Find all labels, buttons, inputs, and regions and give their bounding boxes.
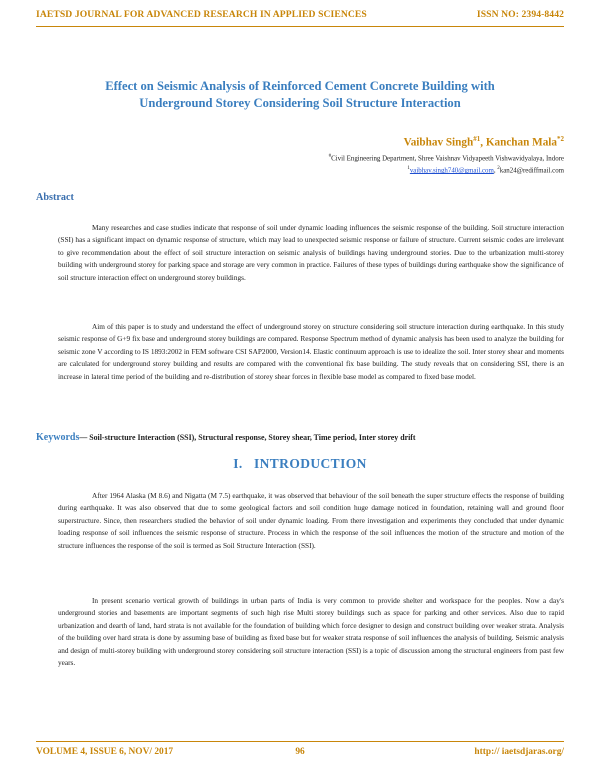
keywords [36,432,564,443]
emails [407,166,564,174]
journal-header [36,9,564,20]
author-2: Kanchan Mala [485,136,557,149]
introduction-paragraph-2: In present scenario vertical growth of buildings in urban parts of India is very common to provide shelter and workspace for the peoples. Now a day's underground stories and basements are important segments of such high rise Multi storey buildings such as space for parking and other services. Also due to rapid urbanization and dearth of land, hard strata is not available for the foundation of building which force designer to design and construct building over weaker strata. Analysis of the building over hard strata is done by assuming base of building as fixed base but for weaker strata response of soil influences the analysis of building. Seismic analysis and design of multi-storey building with underground storey considering soil structure interaction (SSI) is a topic of discussion among the structural engineers from past few years. [58,596,564,668]
email-1-link[interactable]: vaibhav.singh740@gmail.com [409,167,494,175]
email-2: kan24@rediffmail.com [499,167,564,175]
page-number: 96 [295,747,305,757]
paper-title [40,78,560,112]
email-separator: , [493,167,498,175]
author-1-sup: #1 [473,135,481,143]
footer-rule [36,741,564,742]
volume-info: VOLUME 4, ISSUE 6, NOV/ 2017 [36,747,174,757]
title-line-2: Underground Storey Considering Soil Structure Interaction [139,96,461,110]
affiliation [329,154,564,162]
affiliation-sup: # [328,154,332,159]
journal-name: IAETSD JOURNAL FOR ADVANCED RESEARCH IN APPLIED SCIENCES [36,9,367,20]
issn: ISSN NO: 2394-8442 [476,9,564,20]
introduction-paragraph-1: After 1964 Alaska (M 8.6) and Nigatta (M 7.5) earthquake, it was observed that behaviour of the soil beneath the super structure effects the response of building during earthquake. It was also observed that due to some geological factors and soil condition huge damage noticed in foundation, retaining wall and ground floor superstructure. Since, then researchers studied the behavior of soil under dynamic loading. From there investigation and experiments they concluded that under dynamic loading response of soil influences the seismic response of structure. Process in which the response of the soil influences the motion of the structure and motion of the structure influences the response of the soil is termed as Soil Structure Interaction (SSI). [58,491,564,550]
introduction-heading: I. INTRODUCTION [233,456,367,471]
journal-url[interactable]: http:// iaetsdjaras.org/ [474,747,564,757]
keywords-text: Soil-structure Interaction (SSI), Structural response, Storey shear, Time period, Inter storey drift [89,433,416,442]
author-2-sup: *2 [557,135,564,143]
author-1: Vaibhav Singh [403,136,474,149]
abstract-paragraph-1: Many researches and case studies indicate that response of soil under dynamic loading influences the seismic response of the building. Soil structure interaction (SSI) has a significant impact on dynamic response of structure, which may lead to unexpected seismic response or failure of structure. Current seismic codes are irrelevant to give recommendation about the effect of soil structure interaction on seismic analysis of buildings having underground stories. Due to the urbanization multi-storey building with underground storey for parking space and storage are very common in practice. Failures of these types of buildings during earthquake show the significance of soil structure interaction effect on underground storey buildings. [58,223,564,282]
author-line [404,135,564,149]
abstract-paragraph-2: Aim of this paper is to study and understand the effect of underground storey on structure considering soil structure interaction during earthquake. In this study seismic response of G+9 fix base and underground storey buildings are compared. Response Spectrum method of dynamic analysis has been used to analyze the building for seismic zone V according to IS 1893:2002 in FEM software CSI SAP2000, Version14. Elastic continuum approach is use to idealize the soil. Inter storey shear and moments are calculated for underground storey building and results are compared with the conventional fix base building. The study reveals that on considering SSI, there is an increase in lateral time period of the building and re-distribution of storey shear forces in flexible base model as compared to fixed base model. [58,322,564,381]
keywords-label: Keywords [36,432,80,443]
title-line-1: Effect on Seismic Analysis of Reinforced Cement Concrete Building with [105,79,495,93]
keywords-dash: — [79,433,90,442]
author-separator: , [480,136,486,149]
email-2-sup: 2 [497,166,500,171]
affiliation-text: Civil Engineering Department, Shree Vaishnav Vidyapeeth Vishwavidyalaya, Indore [331,155,564,163]
email-1-sup: 1 [407,166,410,171]
abstract-heading: Abstract [36,192,74,203]
header-rule [36,26,564,27]
